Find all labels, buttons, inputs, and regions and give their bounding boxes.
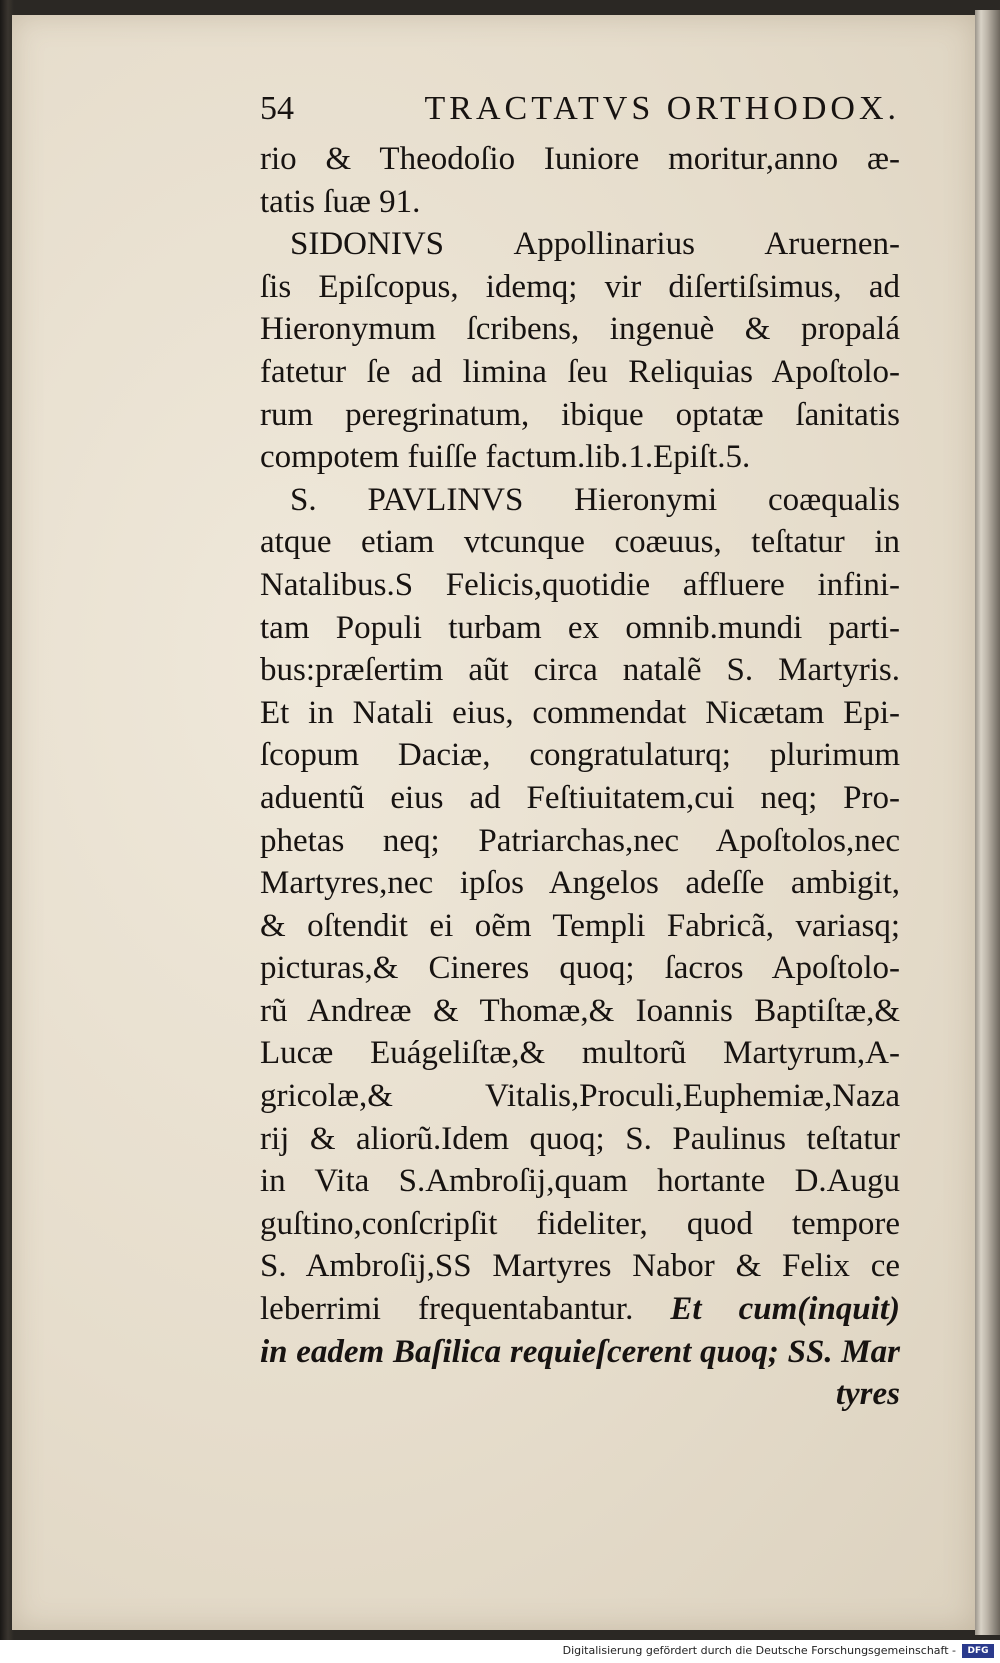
text-line: rij & aliorũ.Idem quoq; S. Paulinus teſtatur [260,1120,900,1157]
text-line: ſis Epiſcopus, idemq; vir diſertiſsimus, ad [260,268,900,305]
text-line: Martyres,nec ipſos Angelos adeſſe ambigit, [260,865,900,902]
text-line: gricolæ,& Vitalis,Proculi,Euphemiæ,Naza [260,1078,900,1115]
running-title: TRACTATVS ORTHODOX. [424,90,900,127]
text-line: tatis ſuæ 91. [260,183,421,220]
text-line: Lucæ Euágeliſtæ,& multorũ Martyrum,A- [260,1035,900,1072]
text-line: guſtino,conſcripſit fideliter, quod tempore [260,1205,900,1242]
page-edge [975,10,1000,1635]
text-line: rũ Andreæ & Thomæ,& Ioannis Baptiſtæ,& [260,992,900,1029]
catchword: tyres [835,1376,900,1413]
text-line: phetas neq; Patriarchas,nec Apoſtolos,nec [260,822,900,859]
text-line: Et in Natali eius, commendat Nicætam Epi- [260,694,900,731]
text-line: fatetur ſe ad limina ſeu Reliquias Apoſtolo- [260,353,900,390]
text-line: picturas,& Cineres quoq; ſacros Apoſtolo- [260,950,900,987]
text-line: ſcopum Daciæ, congratulaturq; plurimum [260,737,900,774]
text-line: & oſtendit ei oẽm Templi Fabricã, variasq; [260,907,900,944]
footer-credit: Digitalisierung gefördert durch die Deutsche Forschungsgemeinschaft - [562,1644,956,1657]
text-line: Natalibus.S Felicis,quotidie affluere infini- [260,566,900,603]
running-header [260,88,900,134]
text-line: S. PAVLINVS Hieronymi coæqualis [290,481,900,518]
text-line: in Vita S.Ambroſij,quam hortante D.Augu [260,1163,900,1200]
text-line-mixed [260,1288,900,1331]
text-line: bus:præſertim aũt circa natalẽ S. Martyris. [260,652,900,689]
italic-segment: Et cum(inquit) [670,1291,900,1328]
text-line-italic: in eadem Baſilica requieſcerent quoq; SS. Mar [260,1333,900,1370]
digitization-footer [0,1640,1000,1663]
text-line: atque etiam vtcunque coæuus, teſtatur in [260,524,900,561]
text-line: compotem fuiſſe factum.lib.1.Epiſt.5. [260,439,751,476]
text-line: tam Populi turbam ex omnib.mundi parti- [260,609,900,646]
text-line: aduentũ eius ad Feſtiuitatem,cui neq; Pro- [260,779,900,816]
text-line: Hieronymum ſcribens, ingenuè & propalá [260,311,900,348]
dfg-logo: DFG [962,1644,994,1658]
page-text [260,88,960,1416]
text-line: S. Ambroſij,SS Martyres Nabor & Felix ce [260,1248,900,1285]
text-line: SIDONIVS Appollinarius Aruernen- [290,226,900,263]
text-line: rio & Theodoſio Iuniore moritur,anno æ- [260,141,900,177]
text-line: rum peregrinatum, ibique optatæ ſanitatis [260,396,900,433]
page-number: 54 [260,90,294,127]
text-segment: leberrimi frequentabantur. [260,1291,634,1328]
